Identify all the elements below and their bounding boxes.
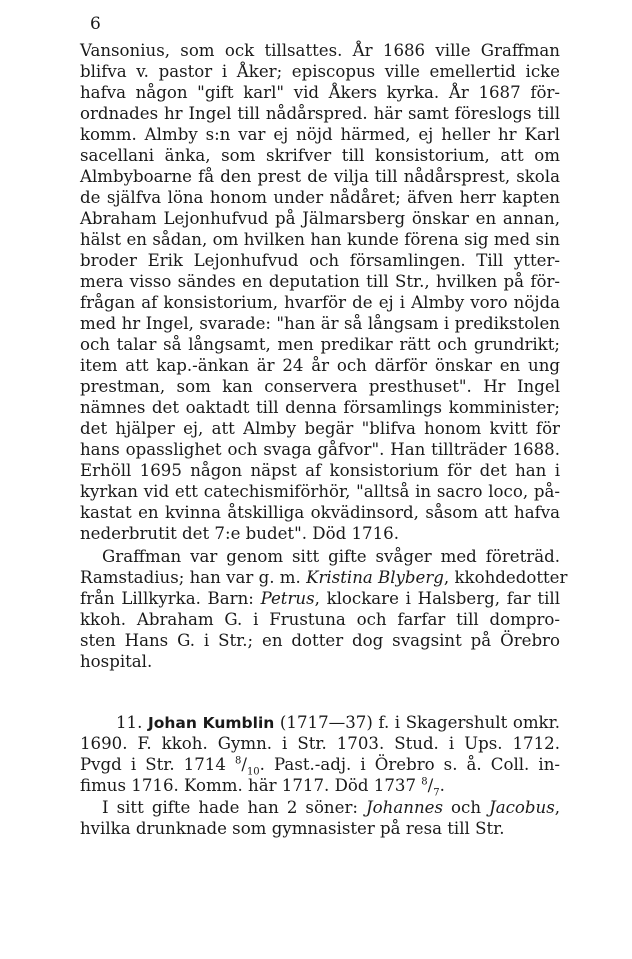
entry-heading-line bbox=[116, 712, 560, 734]
text-span: . Past.-adj. i Örebro s. å. Coll. in- bbox=[259, 755, 560, 774]
text-line: nämnes det oaktadt till denna församlings komminister; bbox=[80, 398, 560, 417]
text-line: fimus 1716. Komm. här 1717. Död 1737 $^8/_7$. bbox=[80, 776, 445, 799]
date-fraction-numerator: 8 bbox=[234, 755, 242, 767]
text-line: kkoh. Abraham G. i Frustuna och farfar till dompro- bbox=[80, 610, 560, 629]
person-name: Jacobus bbox=[489, 798, 555, 817]
text-line: de själfva löna honom under nådåret; äfven herr kapten bbox=[80, 188, 560, 207]
entry-name: Johan Kumblin bbox=[147, 714, 275, 732]
text-line: Graffman var genom sitt gifte svåger med företräd. bbox=[102, 547, 560, 566]
text-line: kyrkan vid ett catechismiförhör, "alltså in sacro loco, på- bbox=[80, 482, 560, 501]
text-line: prestman, som kan conservera presthuset". Hr Ingel bbox=[80, 377, 560, 396]
date-fraction-denominator: 7 bbox=[433, 787, 440, 799]
date-fraction-denominator: 10 bbox=[246, 766, 260, 778]
text-span: från Lillkyrka. Barn: bbox=[80, 589, 254, 608]
text-line: komm. Almby s:n var ej nöjd härmed, ej heller hr Karl bbox=[80, 125, 560, 144]
text-line: item att kap.-änkan är 24 år och därför önskar en ung bbox=[80, 356, 560, 375]
text-span: Pvgd i Str. 1714 bbox=[80, 755, 226, 774]
text-line: hälst en sådan, om hvilken han kunde förena sig med sin bbox=[80, 230, 560, 249]
date-fraction-numerator: 8 bbox=[421, 776, 428, 788]
text-line: hafva någon "gift karl" vid Åkers kyrka. År 1687 för- bbox=[80, 83, 560, 102]
text-line: hvilka drunknade som gymnasister på resa till Str. bbox=[80, 819, 505, 838]
text-line: broder Erik Lejonhufvud och församlingen. Till ytter- bbox=[80, 251, 560, 270]
text-line bbox=[80, 588, 560, 609]
person-name: Kristina Blyberg bbox=[306, 568, 444, 587]
text-span: (1717—37) f. i Skagershult omkr. bbox=[279, 713, 560, 732]
person-name: Petrus bbox=[260, 589, 315, 608]
text-span: , kkohdedotter bbox=[443, 568, 568, 587]
text-line: Vansonius, som ock tillsattes. År 1686 ville Graffman bbox=[80, 41, 560, 60]
text-line bbox=[102, 797, 560, 818]
text-span: . bbox=[439, 776, 445, 795]
text-line: Pvgd i Str. 1714 $^8/_{10}$. Past.-adj. i Örebro s. å. Coll. in- bbox=[80, 755, 560, 778]
text-line: med hr Ingel, svarade: "han är så långsam i predikstolen bbox=[80, 314, 560, 333]
entry-number: 11. bbox=[116, 713, 143, 732]
text-line: kastat en kvinna åtskilliga okvädinsord, såsom att hafva bbox=[80, 503, 560, 522]
text-line: Abraham Lejonhufvud på Jälmarsberg önskar en annan, bbox=[80, 209, 560, 228]
text-line: och talar så långsamt, men predikar rätt och grundrikt; bbox=[80, 335, 560, 354]
text-line: hans opasslighet och svaga gåfvor". Han tillträder 1688. bbox=[80, 440, 560, 459]
text-line: hospital. bbox=[80, 652, 153, 671]
text-span: fimus 1716. Komm. här 1717. Död 1737 bbox=[80, 776, 417, 795]
text-line: 1690. F. kkoh. Gymn. i Str. 1703. Stud. i Ups. 1712. bbox=[80, 734, 560, 753]
page-number: 6 bbox=[90, 14, 101, 34]
text-line: mera visso sändes en deputation till Str., hvilken på för- bbox=[80, 272, 560, 291]
text-line: Almbyboarne få den prest de vilja till nådårsprest, skola bbox=[80, 167, 560, 186]
text-line: sten Hans G. i Str.; en dotter dog svagsint på Örebro bbox=[80, 631, 560, 650]
text-span: I sitt gifte hade han 2 söner: bbox=[102, 798, 358, 817]
text-line: frågan af konsistorium, hvarför de ej i Almby voro nöjda bbox=[80, 293, 560, 312]
text-line: Erhöll 1695 någon näpst af konsistorium för det han i bbox=[80, 461, 560, 480]
text-line: sacellani änka, som skrifver till konsistorium, att om bbox=[80, 146, 560, 165]
text-span: Ramstadius; han var g. m. bbox=[80, 568, 301, 587]
person-name: Johannes bbox=[366, 798, 443, 817]
text-span: och bbox=[451, 798, 482, 817]
text-line: ordnades hr Ingel till nådårspred. här samt föreslogs till bbox=[80, 104, 560, 123]
text-span: , klockare i Halsberg, far till bbox=[314, 589, 560, 608]
text-line: blifva v. pastor i Åker; episcopus ville emellertid icke bbox=[80, 62, 560, 81]
text-line bbox=[80, 567, 568, 588]
text-line: det hjälper ej, att Almby begär "blifva honom kvitt för bbox=[80, 419, 560, 438]
text-span: , bbox=[554, 798, 561, 817]
text-line: nederbrutit det 7:e budet". Död 1716. bbox=[80, 524, 399, 543]
